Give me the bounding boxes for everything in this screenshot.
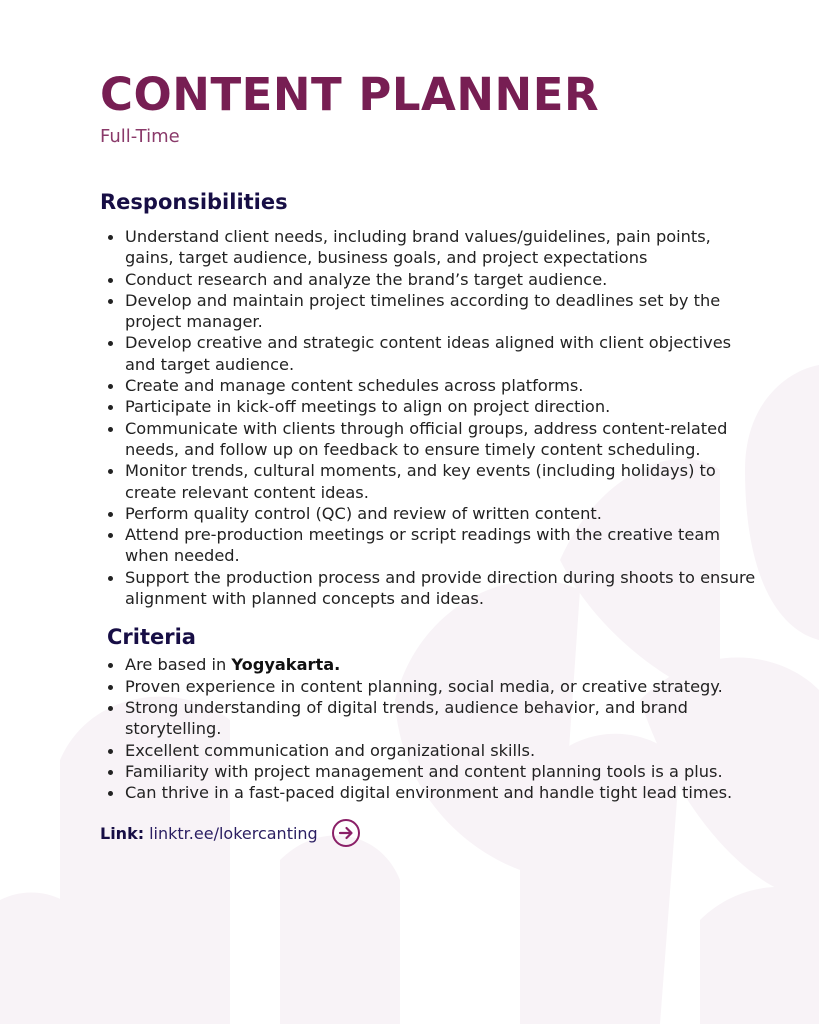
link-label: Link:	[100, 823, 145, 843]
responsibility-item: Understand client needs, including brand values/guidelines, pain points, gains, target audience, business goals, and project expectations	[125, 226, 760, 269]
arrow-right-icon	[338, 825, 354, 841]
responsibility-item: Perform quality control (QC) and review of written content.	[125, 503, 760, 524]
responsibility-item: Create and manage content schedules across platforms.	[125, 375, 760, 396]
responsibility-item: Attend pre-production meetings or script readings with the creative team when needed.	[125, 524, 760, 567]
criteria-item: Strong understanding of digital trends, audience behavior, and brand storytelling.	[125, 697, 760, 740]
responsibility-item: Support the production process and provide direction during shoots to ensure alignment with planned concepts and ideas.	[125, 567, 760, 610]
job-title: CONTENT PLANNER	[100, 68, 600, 121]
criteria-item: Proven experience in content planning, social media, or creative strategy.	[125, 676, 760, 697]
responsibility-item: Develop and maintain project timelines according to deadlines set by the project manager.	[125, 290, 760, 333]
job-posting	[100, 66, 760, 847]
criteria-item: Familiarity with project management and content planning tools is a plus.	[125, 761, 760, 782]
criteria-list	[100, 654, 760, 803]
arrow-right-circle-icon[interactable]	[332, 819, 360, 847]
apply-link[interactable]: linktr.ee/lokercanting	[149, 823, 318, 843]
responsibility-item: Develop creative and strategic content ideas aligned with client objectives and target audience.	[125, 332, 760, 375]
responsibilities-heading: Responsibilities	[100, 190, 288, 214]
responsibility-item: Participate in kick-off meetings to align on project direction.	[125, 396, 760, 417]
responsibility-item: Communicate with clients through official groups, address content-related needs, and follow up on feedback to ensure timely content scheduling.	[125, 418, 760, 461]
criteria-item-location	[125, 654, 760, 675]
employment-type: Full-Time	[100, 126, 180, 147]
criteria-item: Excellent communication and organizational skills.	[125, 740, 760, 761]
responsibility-item: Conduct research and analyze the brand’s target audience.	[125, 269, 760, 290]
link-row	[100, 819, 760, 847]
petal-shape	[700, 887, 819, 1024]
location-prefix: Are based in	[125, 655, 232, 675]
responsibility-item: Monitor trends, cultural moments, and key events (including holidays) to create relevant content ideas.	[125, 460, 760, 503]
criteria-heading: Criteria	[107, 625, 196, 650]
criteria-item: Can thrive in a fast-paced digital environment and handle tight lead times.	[125, 782, 760, 803]
responsibilities-list	[100, 226, 760, 609]
location-value: Yogyakarta.	[231, 655, 341, 675]
petal-shape	[280, 835, 400, 1024]
